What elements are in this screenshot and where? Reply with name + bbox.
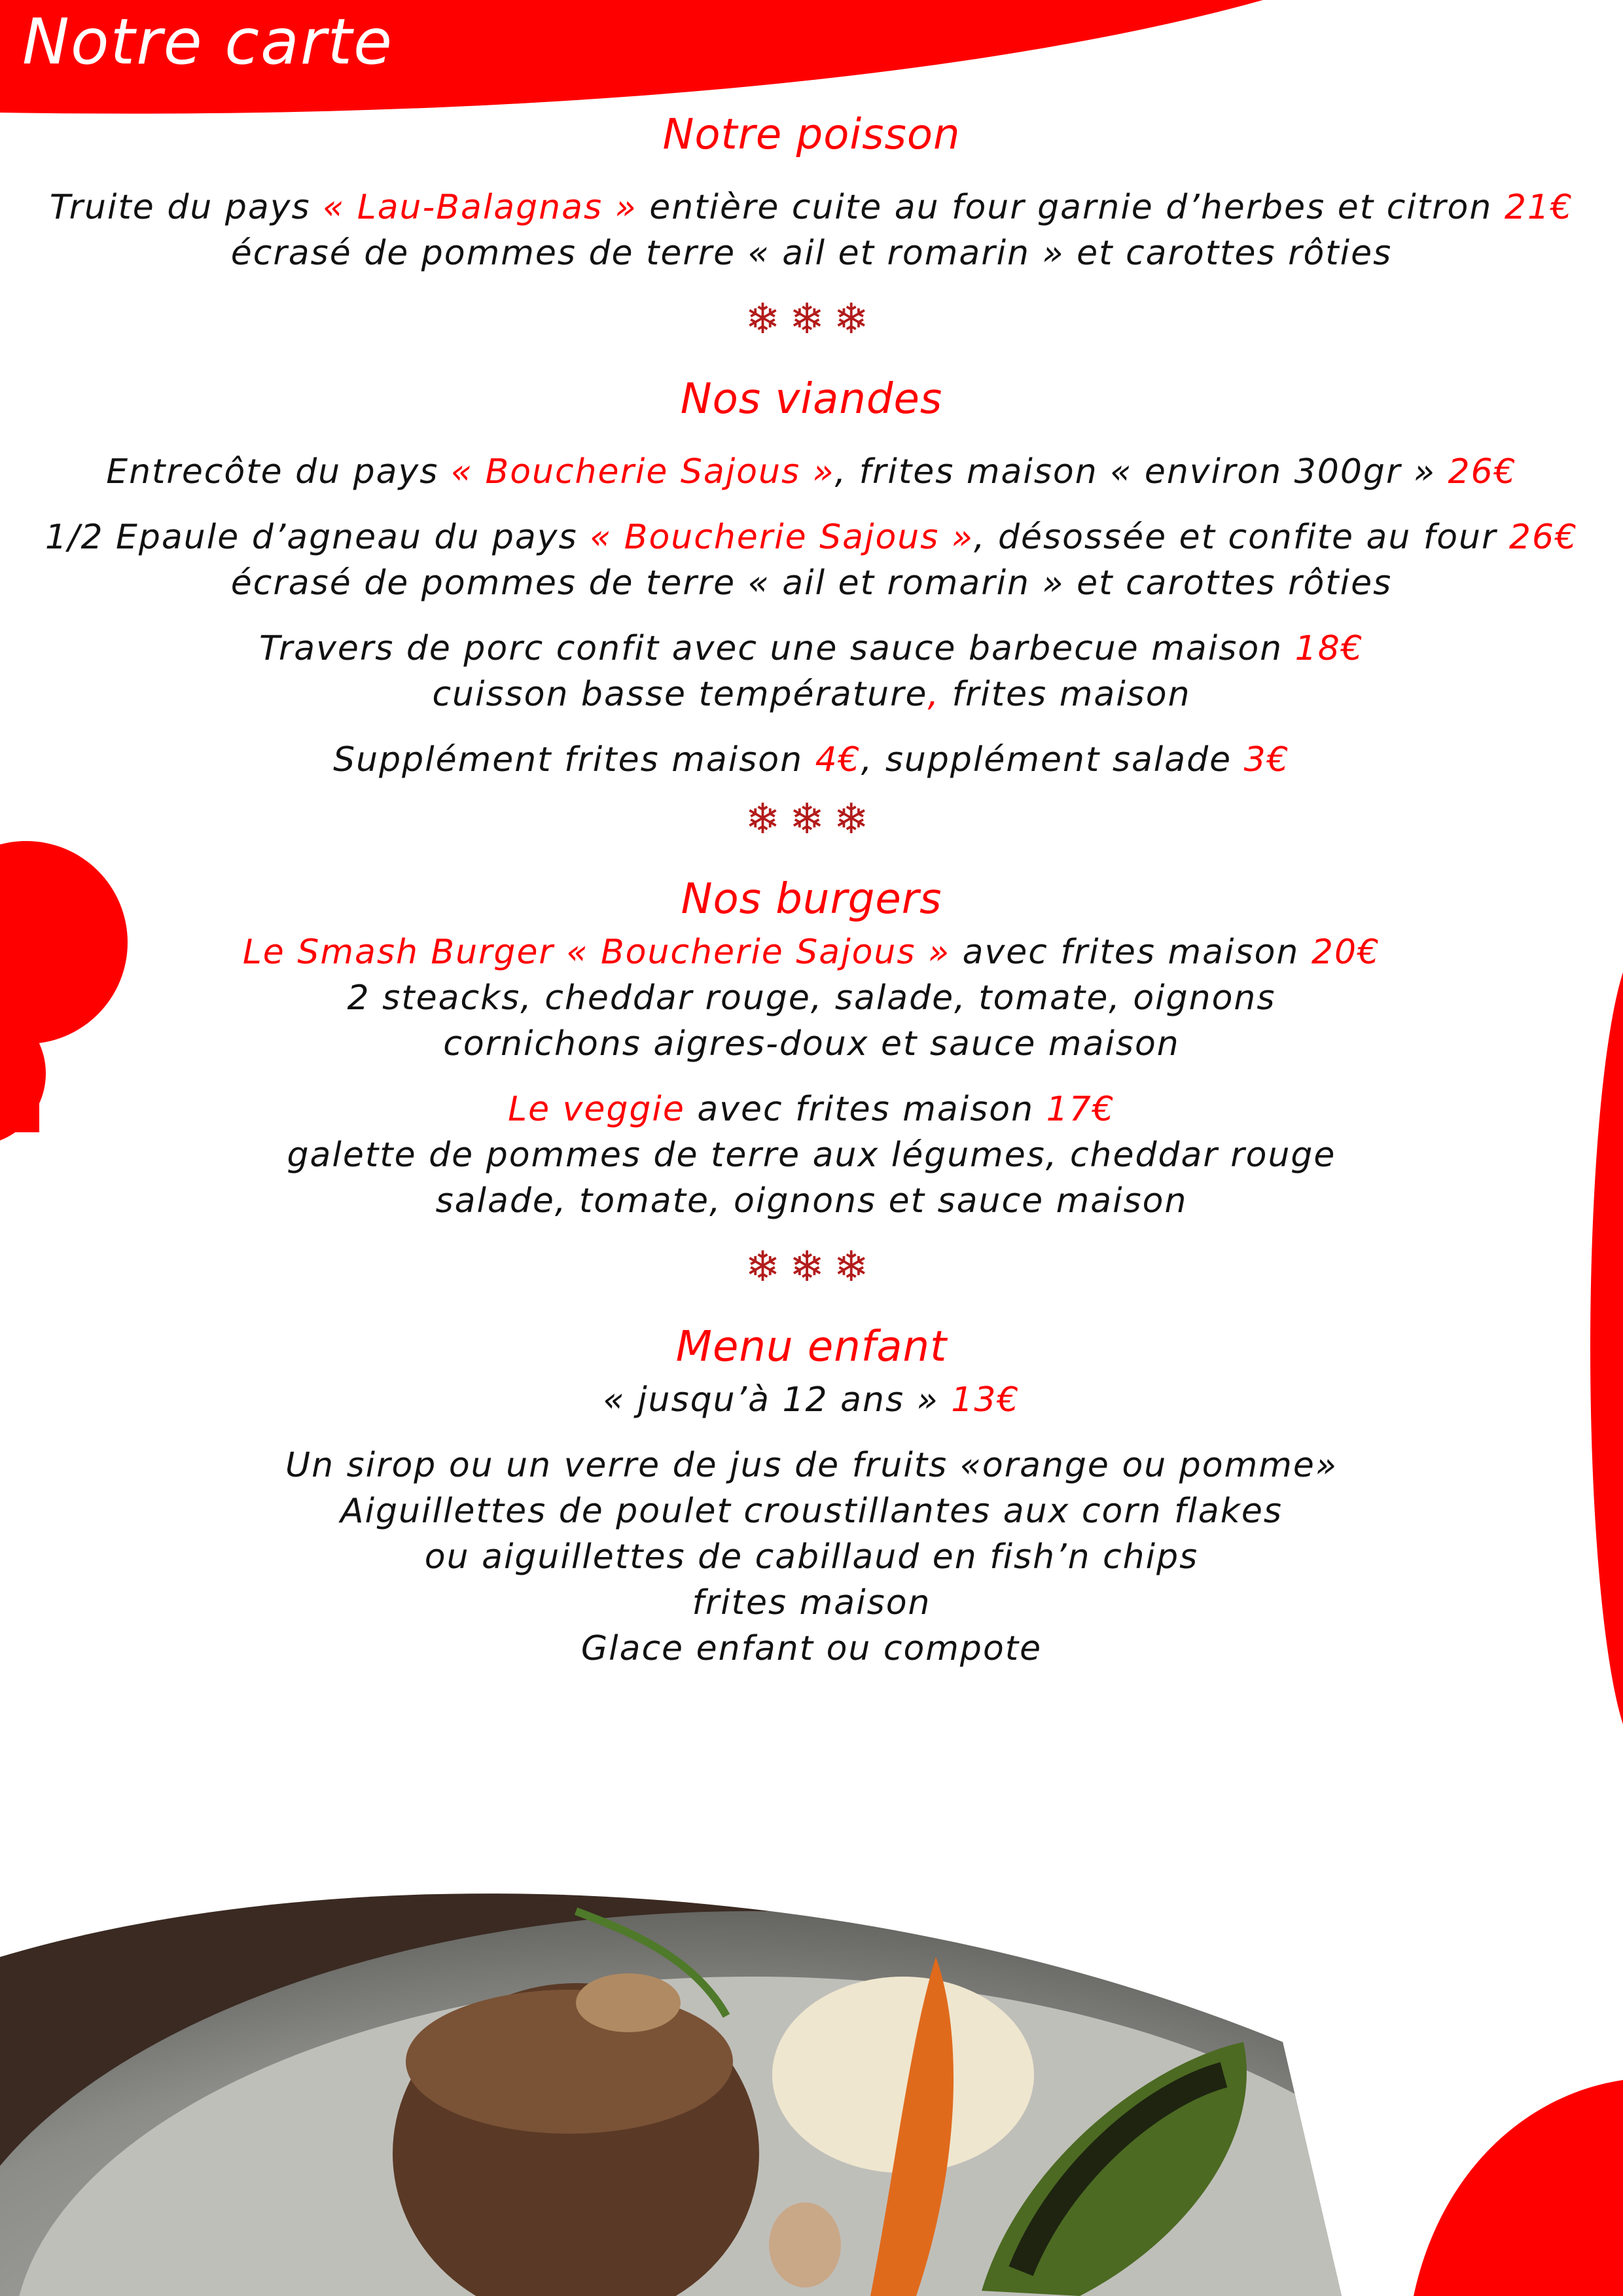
price: 4€ [815,740,861,780]
section-title-burgers: Nos burgers [681,875,942,924]
menu-item-description: cornichons aigres-doux et sauce maison [443,1024,1180,1064]
menu-item-description: écrasé de pommes de terre « ail et romarin » et carottes rôties [230,234,1393,273]
menu-item-description: cuisson basse température, frites maison [432,675,1191,714]
menu-item-description: Un sirop ou un verre de jus de fruits «orange ou pomme» [285,1446,1338,1485]
menu-item-smash-burger: Le Smash Burger « Boucherie Sajous » avec frites maison 20€ [242,933,1381,972]
price: 18€ [1294,629,1364,668]
menu-item-veggie: Le veggie avec frites maison 17€ [508,1090,1115,1129]
price: 3€ [1243,740,1290,780]
menu-item-description: Glace enfant ou compote [580,1629,1043,1668]
bottom-right-shape [1414,2080,1623,2296]
snowflake-separator-icon: ❄❄❄ [745,1243,878,1291]
price: 26€ [1508,518,1578,557]
menu-item-description: écrasé de pommes de terre « ail et romarin » et carottes rôties [230,564,1393,603]
menu-item-description: frites maison [692,1583,931,1623]
snowflake-separator-icon: ❄❄❄ [745,295,878,344]
price: 21€ [1504,188,1574,227]
page-title: Notre carte [22,5,394,79]
menu-item-entrecote: Entrecôte du pays « Boucherie Sajous », frites maison « environ 300gr » 26€ [106,452,1517,492]
price: 17€ [1046,1090,1115,1129]
snowflake-separator-icon: ❄❄❄ [745,795,878,844]
price: 13€ [951,1380,1020,1420]
menu-enfant-age: « jusqu’à 12 ans » 13€ [603,1380,1020,1420]
section-title-enfant: Menu enfant [675,1323,948,1371]
menu-item-supplements: Supplément frites maison 4€, supplément salade 3€ [333,740,1290,780]
menu-item-truite: Truite du pays « Lau-Balagnas » entière cuite au four garnie d’herbes et citron 21€ [49,188,1574,227]
section-title-viandes: Nos viandes [680,375,943,423]
menu-item-description: 2 steacks, cheddar rouge, salade, tomate, oignons [347,978,1276,1018]
price: 20€ [1311,933,1381,972]
menu-item-description: ou aiguillettes de cabillaud en fish’n chips [424,1537,1199,1577]
food-photo [0,1833,1571,2296]
menu-item-travers: Travers de porc confit avec une sauce barbecue maison 18€ [259,629,1364,668]
section-title-poisson: Notre poisson [662,111,961,159]
menu-item-description: Aiguillettes de poulet croustillantes aux corn flakes [340,1492,1283,1531]
menu-content [0,105,1623,1672]
price: 26€ [1448,452,1517,492]
menu-item-epaule: 1/2 Epaule d’agneau du pays « Boucherie Sajous », désossée et confite au four 26€ [45,518,1578,557]
menu-item-description: salade, tomate, oignons et sauce maison [435,1181,1188,1221]
menu-item-description: galette de pommes de terre aux légumes, cheddar rouge [287,1136,1336,1175]
